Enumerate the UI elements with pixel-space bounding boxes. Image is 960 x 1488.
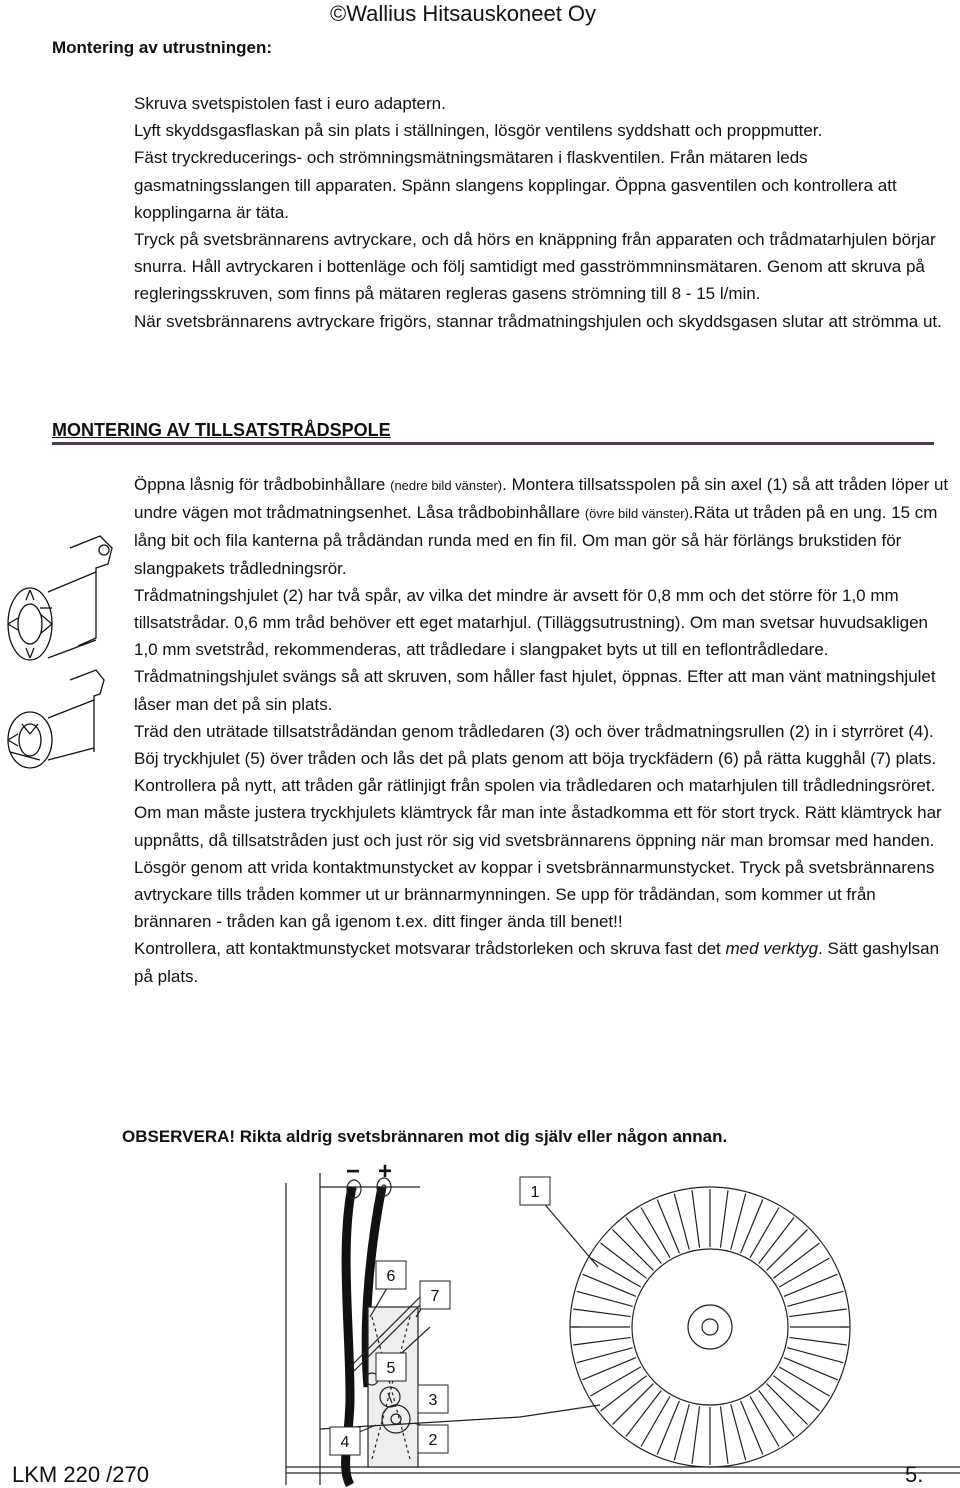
spool-spoke <box>779 1258 829 1287</box>
spool-spoke <box>759 1218 794 1264</box>
spool-spoke <box>767 1229 808 1270</box>
spool-spoke <box>573 1337 631 1345</box>
spool-spoke <box>784 1274 838 1296</box>
spool-spoke <box>590 1258 640 1287</box>
paragraph: Om man måste justera tryckhjulets klämtryck får man inte åstadkomma ett för stort tryck. Rätt klämtryck har uppnåtts, då tillsatstråden just och just rör sig vid svetsbrännarens öppning när man bromsar med handen. <box>134 803 942 850</box>
spool-spoke <box>759 1390 794 1436</box>
spool-spoke <box>601 1376 647 1411</box>
paragraph: Öppna låsnig för trådbobinhållare (nedre bild vänster). Montera tillsatsspolen på sin axel (1) så att tråden löper ut undre vägen mot trådmatningsenhet. Låsa trådbobinhållare (övre bild vänster).Räta ut tråden på en ung. 15 cm lång bit och fila kanterna på trådändan runda med en fin fil. Om man gör så här förlängs brukstiden för slangpakets trådledningsrör. <box>134 475 949 578</box>
spool-spoke <box>577 1348 633 1363</box>
callout-number: 4 <box>340 1434 350 1451</box>
spool-spoke <box>692 1406 700 1464</box>
paragraph: Skruva svetspistolen fast i euro adaptern. <box>134 94 446 113</box>
wire-feeder-diagram <box>280 1158 960 1487</box>
spool-spoke <box>577 1291 633 1306</box>
section-title: MONTERING AV TILLSATSTRÅDSPOLE <box>52 420 391 440</box>
spool-spoke <box>612 1229 653 1270</box>
spool-spoke <box>731 1404 746 1460</box>
spool-spoke <box>583 1274 637 1296</box>
spool-spoke <box>784 1358 838 1380</box>
spool-spoke <box>750 1396 779 1446</box>
callout-number: 1 <box>530 1184 540 1201</box>
spool-spoke <box>573 1309 631 1317</box>
callout-number: 6 <box>386 1268 396 1285</box>
callout-number: 2 <box>428 1432 438 1449</box>
spool-spoke <box>590 1367 640 1396</box>
spool-spoke <box>626 1218 661 1264</box>
spool-spoke <box>641 1396 670 1446</box>
spool-spoke <box>612 1384 653 1425</box>
paragraph: Kontrollera, att kontaktmunstycket motsvarar trådstorleken och skruva fast det med verktyg. Sätt gashylsan på plats. <box>134 939 940 986</box>
callout-number: 5 <box>386 1360 396 1377</box>
spool-spoke <box>741 1200 763 1254</box>
spool-spoke <box>773 1376 819 1411</box>
spool-spoke <box>750 1207 779 1257</box>
paragraph: Trådmatningshjulet (2) har två spår, av vilka det mindre är avsett för 0,8 mm och det större för 1,0 mm tillsatstrådar. 0,6 mm tråd behöver ett eget matarhjul. (Tilläggsutrustning). Om man svetsar huvudsakligen 1,0 mm svetstråd, rekommenderas, att trådledare i slangpaket byts ut till en teflontrådledare. <box>134 585 929 660</box>
model-name: LKM 220 /270 <box>12 1462 149 1487</box>
paragraph: Lyft skyddsgasflaskan på sin plats i ställningen, lösgör ventilens syddshatt och proppmutter. <box>134 121 823 141</box>
spool-spoke <box>789 1337 847 1345</box>
warning-text: OBSERVERA! Rikta aldrig svetsbrännaren mot dig själv eller någon annan. <box>122 1127 728 1146</box>
paragraph: Kontrollera på nytt, att tråden går rätlinjigt från spolen via trådledaren och matarhjulen till trådledningsröret. <box>134 776 936 796</box>
spool-spoke <box>657 1200 679 1254</box>
paragraph: Tryck på svetsbrännarens avtryckare, och då hörs en knäppning från apparaten och trådmatarhjulen börjar snurra. Håll avtryckaren i bottenläge och följ samtidigt med gasströmmninsmätaren. Genom att skruva på regleringsskruven, som finns på mätaren regleras gasens strömning till 8 - 15 l/min. <box>134 230 936 304</box>
spool-spoke <box>601 1243 647 1278</box>
callout-number: 7 <box>430 1288 440 1305</box>
paragraph: Fäst tryckreducerings- och strömningsmätningsmätaren i flaskventilen. Från mätaren leds gasmatningsslangen till apparaten. Spänn slangens kopplingar. Öppna gasventilen och kontrollera att kopplingarna är täta. <box>134 148 897 222</box>
spool-spoke <box>767 1384 808 1425</box>
paragraph: När svetsbrännarens avtryckare frigörs, stannar trådmatningshjulen och skyddsgasen slutar att strömma ut. <box>134 311 942 331</box>
spool-spoke <box>692 1190 700 1248</box>
spool-spoke <box>674 1404 689 1460</box>
spool-spoke <box>779 1367 829 1396</box>
spool-spoke <box>787 1291 843 1306</box>
section-divider <box>52 442 934 445</box>
spool-spoke <box>674 1194 689 1250</box>
page-heading: Montering av utrustningen: <box>52 38 273 57</box>
spool-spoke <box>720 1406 728 1464</box>
callout-number: 3 <box>428 1392 438 1409</box>
spool-holder-illustration <box>0 528 120 768</box>
spool-spoke <box>626 1390 661 1436</box>
spool-spoke <box>741 1401 763 1455</box>
paragraph: Lösgör genom att vrida kontaktmunstycket av koppar i svetsbrännarmunstycket. Tryck på svetsbrännarens avtryckare tills tråden kommer ut ur brännarmynningen. Se upp för trådändan, som kommer ut från brännaren - tråden kan gå igenom t.ex. ditt finger ända till benet!! <box>134 857 935 932</box>
section-text <box>122 471 954 990</box>
spool-spoke <box>720 1190 728 1248</box>
spool-spoke <box>583 1358 637 1380</box>
spool-spoke <box>731 1194 746 1250</box>
company-name: ©Wallius Hitsauskoneet Oy <box>330 1 597 26</box>
paragraph: Träd den uträtade tillsatstrådändan genom trådledaren (3) och över trådmatningsrullen (2) in i styrröret (4). Böj tryckhjulet (5) över tråden och lås det på plats genom att böja tryckfädern (6) på rätta kugghål (7) plats. <box>134 721 937 769</box>
spool-spoke <box>789 1309 847 1317</box>
page-number: 5. <box>905 1462 924 1487</box>
spool-spoke <box>773 1243 819 1278</box>
intro-text <box>122 90 942 335</box>
paragraph: Trådmatningshjulet svängs så att skruven, som håller fast hjulet, öppnas. Efter att man vänt matningshjulet låser man det på sin plats. <box>134 667 936 714</box>
plus-terminal-label: + <box>378 1158 393 1185</box>
spool-spoke <box>657 1401 679 1455</box>
spool-spoke <box>787 1348 843 1363</box>
spool-spoke <box>641 1207 670 1257</box>
minus-terminal-label: − <box>346 1158 361 1185</box>
